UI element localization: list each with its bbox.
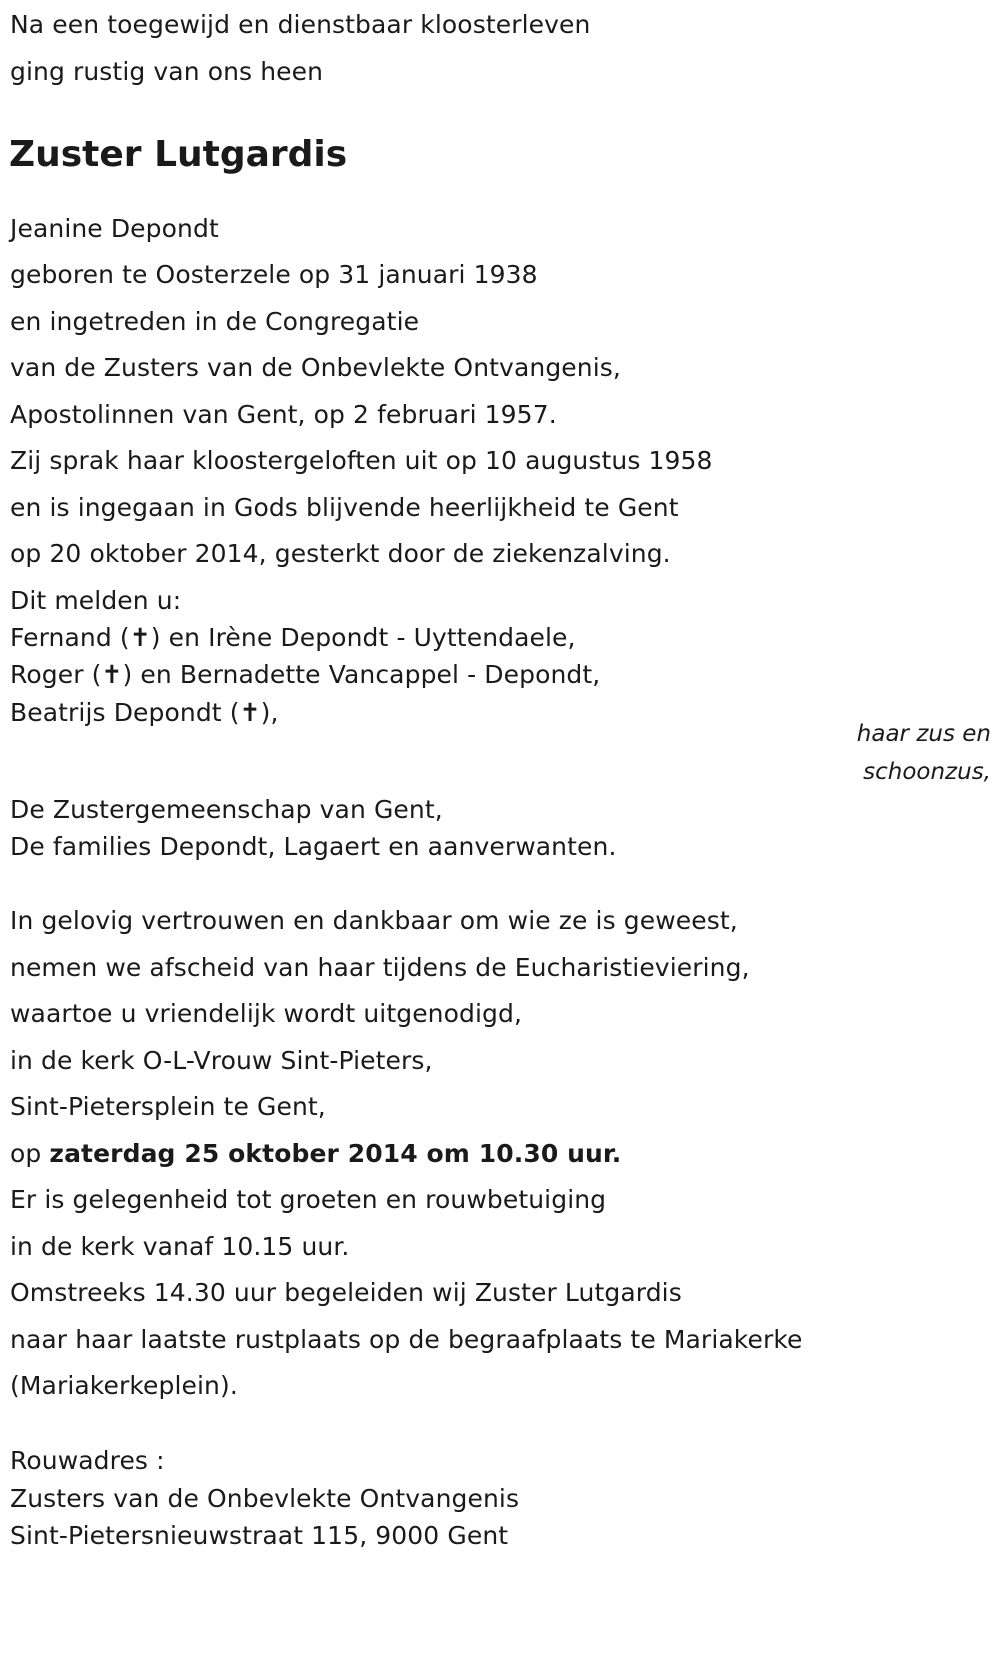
relation-note-line-2: schoonzus,: [863, 759, 991, 785]
relation-note-line-1: haar zus en: [856, 721, 991, 747]
ceremony-line: (Mariakerkeplein).: [10, 1371, 238, 1400]
address-heading: Rouwadres :: [10, 1446, 165, 1475]
deceased-name: Zuster Lutgardis: [9, 134, 348, 175]
bio-line: Jeanine Depondt: [10, 214, 219, 243]
ceremony-date-prefix: op: [10, 1139, 50, 1168]
ceremony-line: Omstreeks 14.30 uur begeleiden wij Zuster Lutgardis: [10, 1278, 682, 1307]
intro-line-1: Na een toegewijd en dienstbaar kloosterleven: [10, 10, 591, 39]
ceremony-date: zaterdag 25 oktober 2014 om 10.30 uur.: [49, 1139, 622, 1168]
address-line-2: Sint-Pietersnieuwstraat 115, 9000 Gent: [10, 1521, 509, 1550]
ceremony-line: Er is gelegenheid tot groeten en rouwbetuiging: [10, 1185, 607, 1214]
bio-line: en ingetreden in de Congregatie: [10, 307, 420, 336]
family-line: Roger (✝) en Bernadette Vancappel - Depondt,: [10, 660, 601, 689]
ceremony-line: in de kerk vanaf 10.15 uur.: [10, 1232, 350, 1261]
bio-line: geboren te Oosterzele op 31 januari 1938: [10, 260, 538, 289]
ceremony-line: naar haar laatste rustplaats op de begraafplaats te Mariakerke: [10, 1325, 803, 1354]
bio-line: en is ingegaan in Gods blijvende heerlijkheid te Gent: [10, 493, 679, 522]
ceremony-line: In gelovig vertrouwen en dankbaar om wie ze is geweest,: [10, 906, 738, 935]
community-line: De Zustergemeenschap van Gent,: [10, 795, 443, 824]
ceremony-line: in de kerk O-L-Vrouw Sint-Pieters,: [10, 1046, 433, 1075]
family-line: Fernand (✝) en Irène Depondt - Uyttendaele,: [10, 623, 576, 652]
bio-line: Zij sprak haar kloostergeloften uit op 10 augustus 1958: [10, 446, 713, 475]
bio-line: Apostolinnen van Gent, op 2 februari 1957.: [10, 400, 557, 429]
bio-line: op 20 oktober 2014, gesterkt door de ziekenzalving.: [10, 539, 671, 568]
address-line-1: Zusters van de Onbevlekte Ontvangenis: [10, 1484, 520, 1513]
ceremony-line: nemen we afscheid van haar tijdens de Eucharistieviering,: [10, 953, 750, 982]
family-line: Beatrijs Depondt (✝),: [10, 698, 279, 727]
announcers-heading: Dit melden u:: [10, 586, 182, 615]
community-line: De families Depondt, Lagaert en aanverwanten.: [10, 832, 617, 861]
ceremony-line: Sint-Pietersplein te Gent,: [10, 1092, 326, 1121]
bio-line: van de Zusters van de Onbevlekte Ontvangenis,: [10, 353, 621, 382]
intro-line-2: ging rustig van ons heen: [10, 57, 324, 86]
ceremony-line: waartoe u vriendelijk wordt uitgenodigd,: [10, 999, 523, 1028]
ceremony-date-line: [10, 1139, 621, 1169]
